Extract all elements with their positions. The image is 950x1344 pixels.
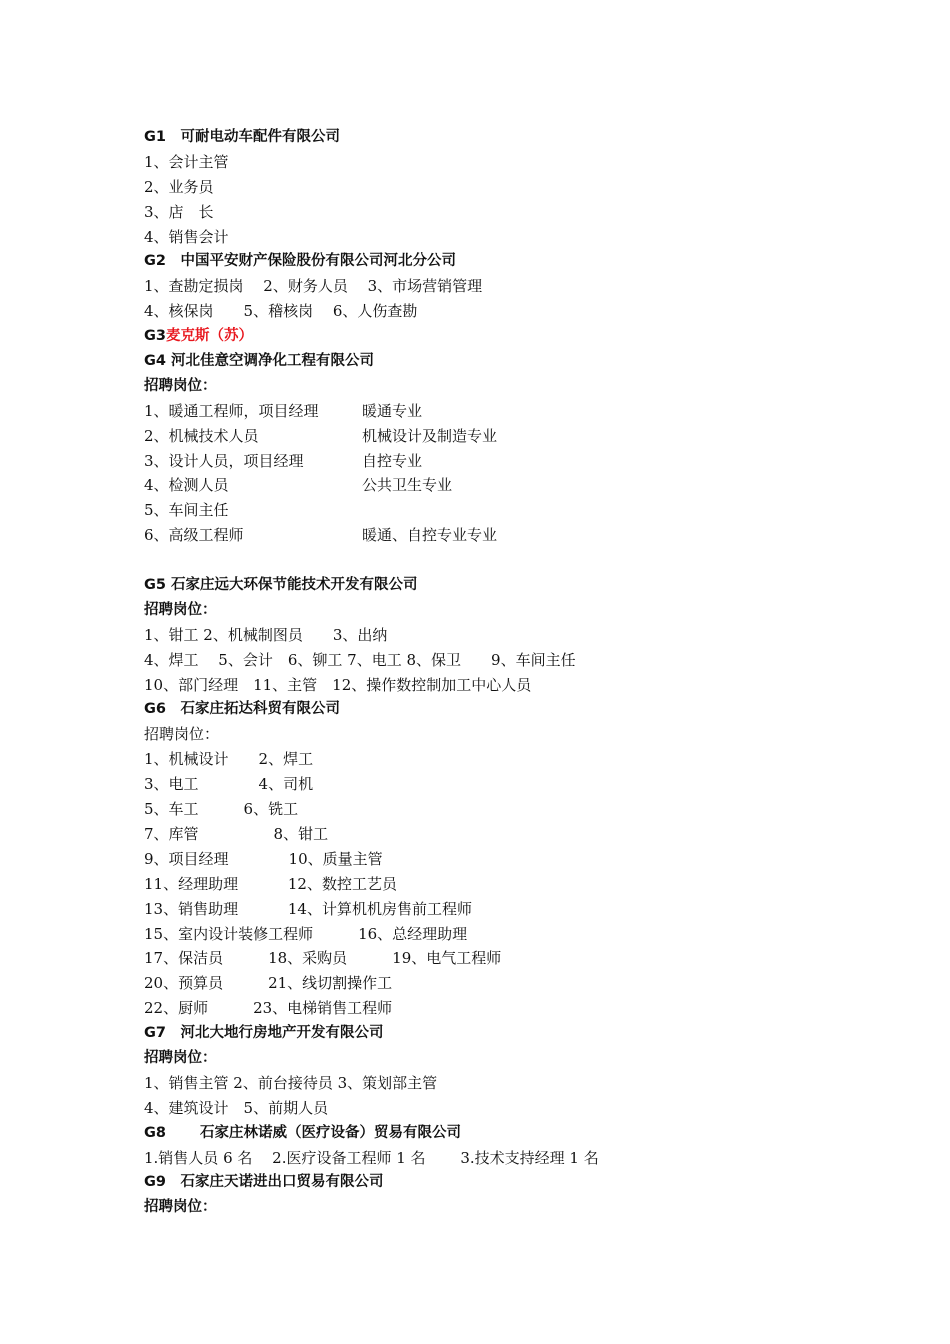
line-text: G5 石家庄远大环保节能技术开发有限公司 <box>144 577 418 594</box>
line-text: 11、经理助理 12、数控工艺员 <box>144 874 397 893</box>
line-text: 3、设计人员，项目经理 <box>144 451 304 470</box>
line-text: 6、高级工程师 <box>144 526 244 545</box>
major-requirement: 公共卫生专业 <box>362 476 453 495</box>
text-line <box>144 772 864 797</box>
text-line <box>144 548 864 573</box>
text-line <box>144 523 864 548</box>
text-line <box>144 1071 864 1096</box>
section-heading-line <box>144 1170 864 1195</box>
line-text: G4 河北佳意空调净化工程有限公司 <box>144 353 375 370</box>
line-text: 3、电工 4、司机 <box>144 775 314 794</box>
section-heading-line <box>144 125 864 150</box>
line-text: 2、机械技术人员 <box>144 426 259 445</box>
line-text: 5、车工 6、铣工 <box>144 800 299 819</box>
text-line <box>144 200 864 225</box>
text-line <box>144 722 864 747</box>
section-heading-line <box>144 324 864 349</box>
text-line <box>144 150 864 175</box>
text-line <box>144 449 864 474</box>
text-line <box>144 673 864 698</box>
document-page <box>144 125 864 1220</box>
text-line <box>144 822 864 847</box>
major-requirement: 暖通专业 <box>362 401 423 420</box>
text-line <box>144 946 864 971</box>
text-line <box>144 797 864 822</box>
line-text: 招聘岗位： <box>144 601 217 618</box>
line-text: 招聘岗位： <box>144 725 220 744</box>
line-text: G2 中国平安财产保险股份有限公司河北分公司 <box>144 253 456 270</box>
section-heading-line <box>144 249 864 274</box>
line-text: 1、机械设计 2、焊工 <box>144 750 314 769</box>
major-requirement: 机械设计及制造专业 <box>362 426 498 445</box>
text-line <box>144 1096 864 1121</box>
section-heading-line <box>144 1121 864 1146</box>
text-line <box>144 175 864 200</box>
text-line <box>144 922 864 947</box>
line-text: G6 石家庄拓达科贸有限公司 <box>144 701 340 718</box>
line-text: G8 石家庄林诺威（医疗设备）贸易有限公司 <box>144 1124 462 1141</box>
section-heading-line <box>144 697 864 722</box>
text-line <box>144 648 864 673</box>
line-text: 13、销售助理 14、计算机机房售前工程师 <box>144 899 472 918</box>
line-text: G7 河北大地行房地产开发有限公司 <box>144 1025 384 1042</box>
line-text: 1、钳工 2、机械制图员 3、出纳 <box>144 625 388 644</box>
text-line <box>144 399 864 424</box>
line-text: 招聘岗位： <box>144 377 217 394</box>
section-heading-line <box>144 374 864 399</box>
line-text: 3、店 长 <box>144 202 214 221</box>
major-requirement: 自控专业 <box>362 451 423 470</box>
section-heading-line <box>144 1195 864 1220</box>
text-line <box>144 225 864 250</box>
section-heading-line <box>144 598 864 623</box>
line-text: 1、暖通工程师，项目经理 <box>144 401 319 420</box>
line-text: 7、库管 8、钳工 <box>144 824 329 843</box>
line-text: 1.销售人员 6 名 2.医疗设备工程师 1 名 3.技术支持经理 1 名 <box>144 1148 599 1167</box>
line-text: 1、查勘定损岗 2、财务人员 3、市场营销管理 <box>144 277 483 296</box>
line-text: G9 石家庄天诺进出口贸易有限公司 <box>144 1174 384 1191</box>
section-heading-line <box>144 1021 864 1046</box>
line-text: 20、预算员 21、线切割操作工 <box>144 974 393 993</box>
line-text: 1、销售主管 2、前台接待员 3、策划部主管 <box>144 1073 438 1092</box>
line-text: 4、销售会计 <box>144 227 229 246</box>
text-line <box>144 747 864 772</box>
text-line <box>144 623 864 648</box>
text-line <box>144 971 864 996</box>
line-text: 招聘岗位： <box>144 1199 217 1216</box>
line-text: 4、检测人员 <box>144 476 229 495</box>
text-line <box>144 424 864 449</box>
line-text: 15、室内设计装修工程师 16、总经理助理 <box>144 924 468 943</box>
line-text: 22、厨师 23、电梯销售工程师 <box>144 999 393 1018</box>
line-text: 5、车间主任 <box>144 501 229 520</box>
text-line <box>144 897 864 922</box>
text-line <box>144 473 864 498</box>
line-text: 4、建筑设计 5、前期人员 <box>144 1098 329 1117</box>
major-requirement: 暖通、自控专业专业 <box>362 526 498 545</box>
line-text: 1、会计主管 <box>144 152 229 171</box>
line-text: 招聘岗位： <box>144 1049 217 1066</box>
line-text: 4、核保岗 5、稽核岗 6、人伤查勘 <box>144 302 418 321</box>
section-heading-line <box>144 573 864 598</box>
text-line <box>144 1146 864 1171</box>
section-heading-line <box>144 1046 864 1071</box>
text-line <box>144 996 864 1021</box>
line-text: 4、焊工 5、会计 6、铆工 7、电工 8、保卫 9、车间主任 <box>144 650 576 669</box>
section-heading-line <box>144 349 864 374</box>
line-text: G3 <box>144 328 166 345</box>
line-text: 17、保洁员 18、采购员 19、电气工程师 <box>144 949 502 968</box>
text-line <box>144 872 864 897</box>
text-line <box>144 299 864 324</box>
line-text: G1 可耐电动车配件有限公司 <box>144 129 340 145</box>
text-line <box>144 498 864 523</box>
line-text: 9、项目经理 10、质量主管 <box>144 849 383 868</box>
text-line <box>144 847 864 872</box>
highlighted-company-name: 麦克斯（苏） <box>166 328 253 345</box>
line-text: 2、业务员 <box>144 177 214 196</box>
line-text: 10、部门经理 11、主管 12、操作数控制加工中心人员 <box>144 675 532 694</box>
text-line <box>144 274 864 299</box>
